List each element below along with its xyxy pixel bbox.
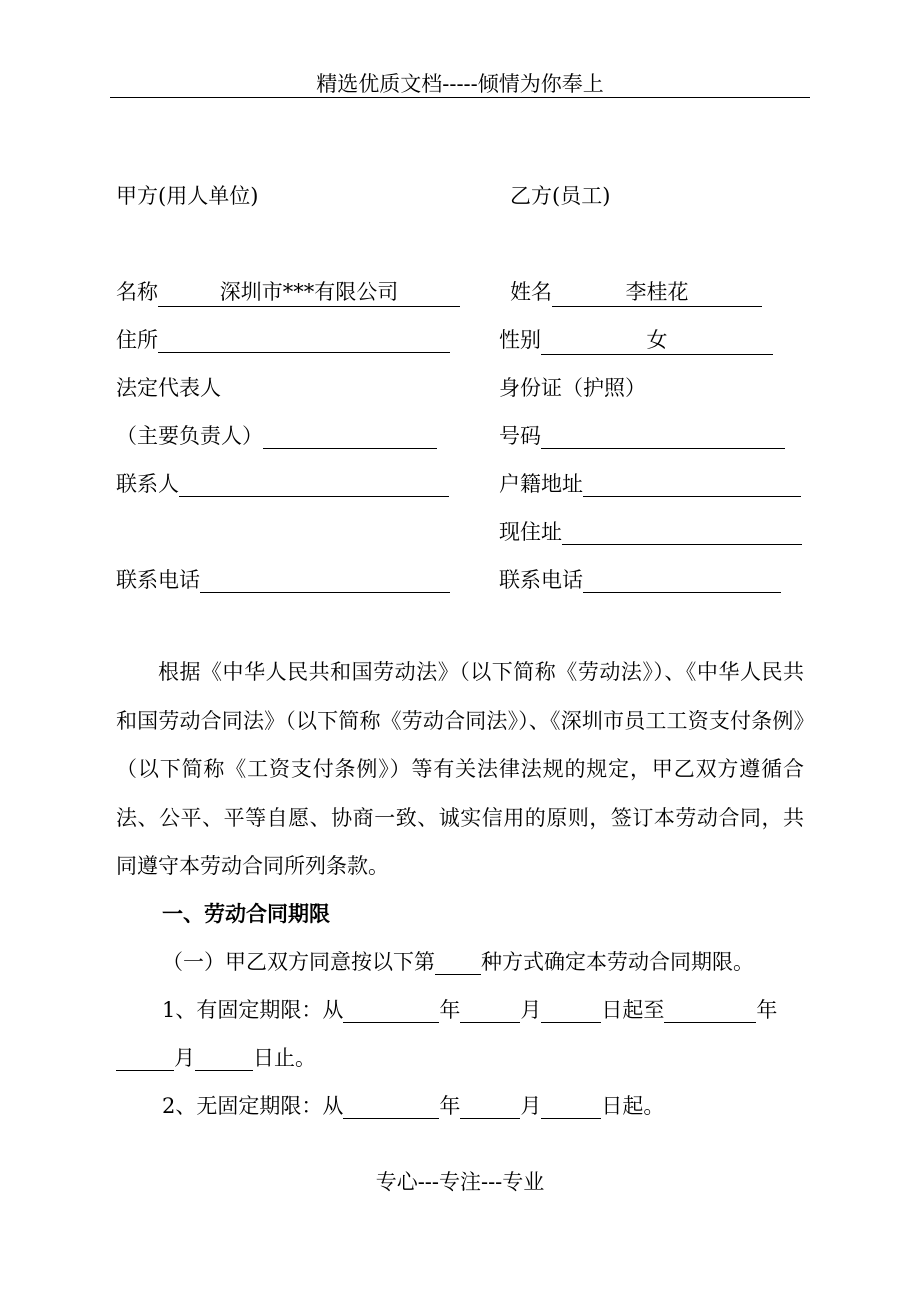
open-start-year-unit: 年 [439, 1094, 461, 1118]
party-b-id-number-field[interactable] [541, 424, 785, 449]
party-a-name-field[interactable] [158, 276, 460, 307]
section1-heading: 一、劳动合同期限 [162, 901, 330, 926]
open-term-label: 2、无固定期限：从 [162, 1094, 344, 1118]
party-b-current-address-label: 现住址 [499, 520, 562, 544]
clause1-row [162, 946, 754, 976]
party-b-id-label: 身份证（护照） [499, 376, 646, 400]
party-a-name-row [116, 276, 460, 307]
fixed-start-year-unit: 年 [439, 998, 461, 1022]
fixed-term-row [162, 994, 777, 1024]
party-b-title: 乙方(员工) [510, 184, 611, 208]
party-b-name-value: 李桂花 [625, 280, 689, 304]
fixed-end-year-field[interactable] [664, 998, 756, 1023]
party-b-gender-label: 性别 [499, 328, 541, 352]
page-footer: 专心---专注---专业 [375, 1170, 545, 1194]
fixed-day-from-text: 日起至 [601, 998, 665, 1022]
party-a-address-field[interactable] [158, 328, 450, 353]
open-start-month-field[interactable] [460, 1094, 520, 1119]
fixed-term-label: 1、有固定期限：从 [162, 998, 344, 1022]
party-b-gender-row [499, 324, 773, 355]
party-b-household-row [499, 468, 801, 498]
party-a-phone-row [116, 564, 450, 594]
clause1-prefix: （一）甲乙双方同意按以下第 [162, 950, 435, 974]
party-a-phone-field[interactable] [200, 568, 450, 593]
page-header: 精选优质文档-----倾情为你奉上 [316, 72, 604, 96]
open-day-start-text: 日起。 [601, 1094, 665, 1118]
fixed-end-year-unit: 年 [756, 998, 778, 1022]
open-start-day-field[interactable] [541, 1094, 601, 1119]
clause1-suffix: 种方式确定本劳动合同期限。 [481, 950, 754, 974]
open-start-month-unit: 月 [520, 1094, 542, 1118]
intro-paragraph: 根据《中华人民共和国劳动法》（以下简称《劳动法》）、《中华人民共和国劳动合同法》（以下简称《劳动合同法》）、《深圳市员工工资支付条例》（以下简称《工资支付条例》）等有关法律法规的规定，甲乙双方遵循合法、公平、平等自愿、协商一致、诚实信用的原则，签订本劳动合同，共同遵守本劳动合同所列条款。 [116, 660, 804, 878]
party-a-principal-row [116, 420, 437, 450]
party-b-id-number-row [499, 420, 785, 450]
fixed-start-year-field[interactable] [343, 998, 439, 1023]
party-a-title: 甲方(用人单位) [116, 184, 259, 208]
fixed-end-day-field[interactable] [195, 1046, 253, 1071]
fixed-start-month-unit: 月 [520, 998, 542, 1022]
party-b-phone-field[interactable] [583, 568, 781, 593]
party-b-current-address-field[interactable] [562, 520, 802, 545]
party-a-principal-label: （主要负责人） [116, 424, 263, 448]
party-b-household-label: 户籍地址 [499, 472, 583, 496]
party-b-name-row [510, 276, 762, 307]
fixed-end-month-unit: 月 [174, 1046, 195, 1070]
party-a-contact-label: 联系人 [116, 472, 179, 496]
party-a-address-label: 住所 [116, 328, 158, 352]
party-a-legal-rep-label: 法定代表人 [116, 376, 221, 400]
clause1-option-field[interactable] [435, 950, 481, 975]
party-a-phone-label: 联系电话 [116, 568, 200, 592]
party-a-address-row [116, 324, 450, 354]
party-b-name-label: 姓名 [510, 280, 552, 304]
header-rule [110, 97, 810, 98]
party-b-household-field[interactable] [583, 472, 801, 497]
fixed-end-month-field[interactable] [116, 1046, 174, 1071]
party-a-name-value: 深圳市***有限公司 [219, 280, 399, 304]
party-b-phone-label: 联系电话 [499, 568, 583, 592]
party-b-gender-value: 女 [646, 328, 668, 352]
open-start-year-field[interactable] [343, 1094, 439, 1119]
party-b-current-address-row [499, 516, 802, 546]
party-a-contact-row [116, 468, 449, 498]
party-a-name-label: 名称 [116, 280, 158, 304]
fixed-day-end-text: 日止。 [253, 1046, 316, 1070]
fixed-term-row-2 [116, 1042, 316, 1072]
fixed-start-day-field[interactable] [541, 998, 601, 1023]
fixed-start-month-field[interactable] [460, 998, 520, 1023]
party-b-id-number-label: 号码 [499, 424, 541, 448]
open-term-row [162, 1090, 664, 1120]
party-a-principal-field[interactable] [263, 424, 437, 449]
party-b-name-field[interactable] [552, 276, 762, 307]
party-b-phone-row [499, 564, 781, 594]
party-a-contact-field[interactable] [179, 472, 449, 497]
party-b-gender-field[interactable] [541, 324, 773, 355]
